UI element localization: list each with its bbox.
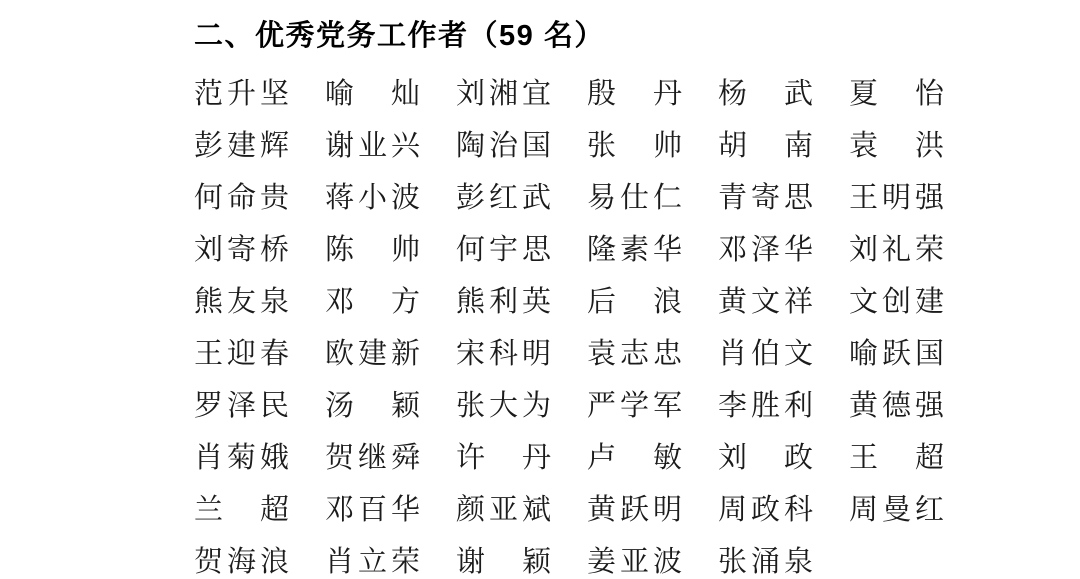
names-grid: [194, 79, 1080, 577]
name-char: 罗: [194, 390, 224, 422]
name-cell: [325, 443, 420, 473]
name-char: 思: [521, 234, 551, 266]
name-char: 邓: [325, 286, 355, 318]
name-char: 刘: [456, 78, 486, 110]
name-cell: [587, 391, 682, 421]
name-char: 喻: [849, 338, 879, 370]
name-char: 明: [652, 494, 682, 526]
name-row: [194, 339, 1080, 369]
name-char: 寄: [750, 182, 780, 214]
name-char: 明: [881, 182, 911, 214]
name-char: 袁: [849, 130, 879, 162]
name-char: 桥: [259, 234, 289, 266]
name-cell: [587, 339, 682, 369]
name-cell: [325, 547, 420, 577]
name-row: [194, 443, 1080, 473]
name-row: [194, 235, 1080, 265]
name-char: 刘: [849, 234, 879, 266]
name-char: 熊: [456, 286, 486, 318]
name-char: 寄: [226, 234, 256, 266]
name-char: 文: [849, 286, 879, 318]
name-char: 百: [357, 494, 387, 526]
name-cell: [849, 391, 944, 421]
name-cell: [325, 131, 420, 161]
name-char: 颖: [390, 390, 420, 422]
name-char: 方: [390, 286, 420, 318]
name-char: 英: [521, 286, 551, 318]
name-char: 利: [488, 286, 518, 318]
name-char: 范: [194, 78, 224, 110]
name-cell: [849, 131, 944, 161]
name-char: 红: [488, 182, 518, 214]
name-char: 王: [849, 442, 879, 474]
name-cell: [849, 235, 944, 265]
name-cell: [194, 547, 289, 577]
name-char: 科: [783, 494, 813, 526]
name-cell: [718, 183, 813, 213]
name-cell: [194, 339, 289, 369]
name-char: 跃: [619, 494, 649, 526]
name-char: 新: [390, 338, 420, 370]
name-row: [194, 547, 1080, 577]
name-char: 文: [783, 338, 813, 370]
name-char: 民: [259, 390, 289, 422]
name-char: 命: [226, 182, 256, 214]
name-char: 李: [718, 390, 748, 422]
name-char: 利: [783, 390, 813, 422]
name-cell: [849, 183, 944, 213]
name-char: 王: [194, 338, 224, 370]
name-char: 贺: [325, 442, 355, 474]
name-cell: [325, 495, 420, 525]
name-char: 学: [619, 390, 649, 422]
name-cell: [587, 183, 682, 213]
name-char: 兴: [390, 130, 420, 162]
name-char: 帅: [390, 234, 420, 266]
name-char: 泉: [783, 546, 813, 578]
name-cell: [456, 339, 551, 369]
name-cell: [587, 131, 682, 161]
name-char: 张: [718, 546, 748, 578]
name-cell: [194, 79, 289, 109]
name-cell: [587, 79, 682, 109]
name-char: 颖: [521, 546, 551, 578]
name-char: 贺: [194, 546, 224, 578]
name-char: 超: [914, 442, 944, 474]
name-char: 张: [456, 390, 486, 422]
name-cell: [325, 183, 420, 213]
name-char: 谢: [456, 546, 486, 578]
name-cell: [194, 183, 289, 213]
name-row: [194, 495, 1080, 525]
name-char: 兰: [194, 494, 224, 526]
name-char: 舜: [390, 442, 420, 474]
name-char: 洪: [914, 130, 944, 162]
name-char: 斌: [521, 494, 551, 526]
name-char: 武: [783, 78, 813, 110]
name-char: 华: [652, 234, 682, 266]
name-char: 易: [587, 182, 617, 214]
name-char: 隆: [587, 234, 617, 266]
name-cell: [456, 131, 551, 161]
name-char: 浪: [652, 286, 682, 318]
name-char: 黄: [718, 286, 748, 318]
name-char: 忠: [652, 338, 682, 370]
name-char: 肖: [325, 546, 355, 578]
name-char: 灿: [390, 78, 420, 110]
name-row: [194, 287, 1080, 317]
name-cell: [194, 235, 289, 265]
name-char: 丹: [652, 78, 682, 110]
name-char: 谢: [325, 130, 355, 162]
name-char: 周: [718, 494, 748, 526]
name-char: 迎: [226, 338, 256, 370]
name-char: 国: [521, 130, 551, 162]
name-char: 文: [750, 286, 780, 318]
name-cell: [325, 287, 420, 317]
name-char: 邓: [718, 234, 748, 266]
name-cell: [849, 287, 944, 317]
name-char: 邓: [325, 494, 355, 526]
name-char: 强: [914, 182, 944, 214]
name-cell: [325, 391, 420, 421]
name-cell: [325, 235, 420, 265]
name-char: 夏: [849, 78, 879, 110]
name-char: 何: [456, 234, 486, 266]
name-char: 荣: [914, 234, 944, 266]
name-char: 建: [357, 338, 387, 370]
name-char: 何: [194, 182, 224, 214]
name-char: 强: [914, 390, 944, 422]
name-char: 贵: [259, 182, 289, 214]
name-char: 科: [488, 338, 518, 370]
name-char: 湘: [488, 78, 518, 110]
name-char: 泽: [226, 390, 256, 422]
name-char: 荣: [390, 546, 420, 578]
name-row: [194, 391, 1080, 421]
name-char: 张: [587, 130, 617, 162]
name-char: 严: [587, 390, 617, 422]
name-cell: [718, 287, 813, 317]
name-cell: [456, 235, 551, 265]
name-cell: [456, 547, 551, 577]
name-cell: [456, 391, 551, 421]
name-char: 辉: [259, 130, 289, 162]
name-char: 明: [521, 338, 551, 370]
name-char: 陶: [456, 130, 486, 162]
name-char: 欧: [325, 338, 355, 370]
name-cell: [456, 495, 551, 525]
name-char: 肖: [194, 442, 224, 474]
name-char: 泽: [750, 234, 780, 266]
name-cell: [849, 79, 944, 109]
name-char: 颜: [456, 494, 486, 526]
name-char: 政: [750, 494, 780, 526]
name-cell: [718, 79, 813, 109]
name-char: 仁: [652, 182, 682, 214]
name-char: 丹: [521, 442, 551, 474]
name-cell: [718, 339, 813, 369]
name-cell: [194, 391, 289, 421]
name-cell: [456, 443, 551, 473]
name-char: 帅: [652, 130, 682, 162]
name-char: 青: [718, 182, 748, 214]
name-cell: [849, 495, 944, 525]
name-cell: [587, 235, 682, 265]
name-cell: [325, 79, 420, 109]
name-char: 波: [390, 182, 420, 214]
name-char: 大: [488, 390, 518, 422]
name-char: 建: [914, 286, 944, 318]
name-char: 熊: [194, 286, 224, 318]
name-char: 德: [881, 390, 911, 422]
name-cell: [587, 547, 682, 577]
name-cell: [587, 443, 682, 473]
name-cell: [194, 131, 289, 161]
name-char: 春: [259, 338, 289, 370]
name-cell: [194, 443, 289, 473]
name-char: 友: [226, 286, 256, 318]
name-char: 敏: [652, 442, 682, 474]
name-cell: [587, 287, 682, 317]
name-cell: [718, 547, 813, 577]
name-char: 陈: [325, 234, 355, 266]
name-cell: [456, 183, 551, 213]
name-char: 华: [390, 494, 420, 526]
name-char: 业: [357, 130, 387, 162]
name-cell: [456, 79, 551, 109]
name-char: 志: [619, 338, 649, 370]
name-char: 思: [783, 182, 813, 214]
name-char: 军: [652, 390, 682, 422]
name-char: 立: [357, 546, 387, 578]
name-char: 小: [357, 182, 387, 214]
name-char: 怡: [914, 78, 944, 110]
name-char: 黄: [849, 390, 879, 422]
name-char: 浪: [259, 546, 289, 578]
name-char: 彭: [194, 130, 224, 162]
name-char: 后: [587, 286, 617, 318]
name-cell: [718, 495, 813, 525]
name-char: 跃: [881, 338, 911, 370]
name-char: 波: [652, 546, 682, 578]
name-cell: [718, 131, 813, 161]
name-char: 杨: [718, 78, 748, 110]
section-title: 二、优秀党务工作者（59 名）: [194, 20, 605, 52]
name-row: [194, 183, 1080, 213]
name-cell: [587, 495, 682, 525]
name-char: 为: [521, 390, 551, 422]
name-char: 许: [456, 442, 486, 474]
name-char: 伯: [750, 338, 780, 370]
name-char: 泉: [259, 286, 289, 318]
name-char: 肖: [718, 338, 748, 370]
name-cell: [325, 339, 420, 369]
name-char: 宜: [521, 78, 551, 110]
name-char: 治: [488, 130, 518, 162]
name-char: 升: [226, 78, 256, 110]
name-char: 创: [881, 286, 911, 318]
name-row: [194, 131, 1080, 161]
name-char: 武: [521, 182, 551, 214]
name-cell: [718, 391, 813, 421]
name-char: 祥: [783, 286, 813, 318]
name-char: 殷: [587, 78, 617, 110]
name-char: 建: [226, 130, 256, 162]
name-char: 继: [357, 442, 387, 474]
name-char: 亚: [488, 494, 518, 526]
name-char: 国: [914, 338, 944, 370]
name-char: 宋: [456, 338, 486, 370]
name-char: 喻: [325, 78, 355, 110]
name-char: 红: [914, 494, 944, 526]
name-char: 涌: [750, 546, 780, 578]
name-char: 刘: [718, 442, 748, 474]
name-cell: [849, 443, 944, 473]
name-char: 胡: [718, 130, 748, 162]
name-cell: [456, 287, 551, 317]
name-char: 仕: [619, 182, 649, 214]
name-char: 政: [783, 442, 813, 474]
name-char: 宇: [488, 234, 518, 266]
name-row: [194, 79, 1080, 109]
name-char: 袁: [587, 338, 617, 370]
name-char: 王: [849, 182, 879, 214]
name-char: 胜: [750, 390, 780, 422]
name-char: 亚: [619, 546, 649, 578]
name-char: 坚: [259, 78, 289, 110]
name-char: 周: [849, 494, 879, 526]
name-char: 菊: [226, 442, 256, 474]
name-cell: [718, 443, 813, 473]
name-cell: [718, 235, 813, 265]
name-char: 蒋: [325, 182, 355, 214]
name-char: 卢: [587, 442, 617, 474]
name-char: 彭: [456, 182, 486, 214]
name-char: 海: [226, 546, 256, 578]
name-char: 黄: [587, 494, 617, 526]
name-cell: [194, 287, 289, 317]
name-char: 汤: [325, 390, 355, 422]
name-char: 娥: [259, 442, 289, 474]
name-char: 华: [783, 234, 813, 266]
name-char: 超: [259, 494, 289, 526]
name-cell: [194, 495, 289, 525]
name-cell: [849, 339, 944, 369]
name-char: 素: [619, 234, 649, 266]
name-char: 刘: [194, 234, 224, 266]
name-char: 曼: [881, 494, 911, 526]
name-char: 姜: [587, 546, 617, 578]
name-char: 礼: [881, 234, 911, 266]
name-char: 南: [783, 130, 813, 162]
